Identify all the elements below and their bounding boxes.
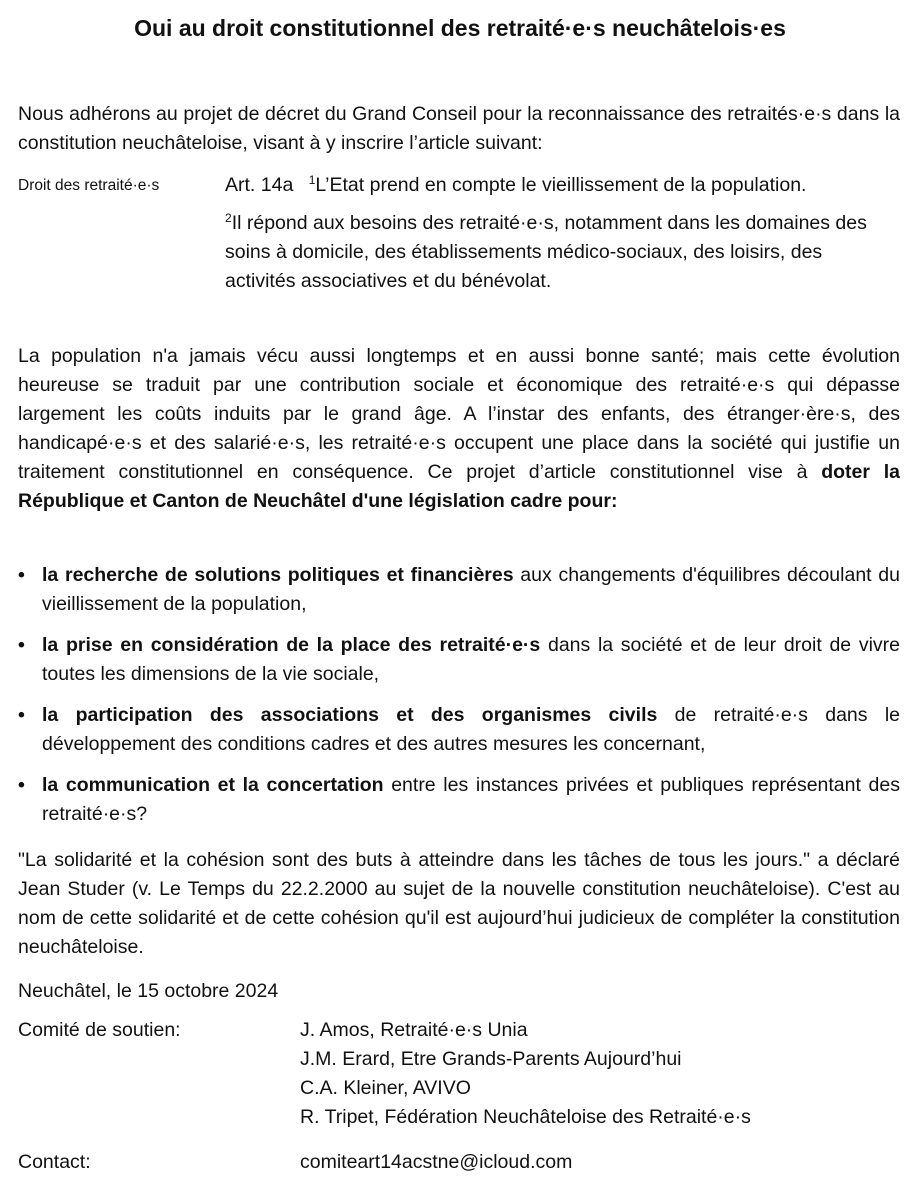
- article-side-label: Droit des retraité·e·s: [18, 177, 160, 194]
- list-item-bold: la recherche de solutions politiques et financières: [42, 564, 514, 586]
- list-item: [18, 631, 900, 689]
- list-item-text: dans la société et de leur droit de vivre toutes les dimensions de la vie sociale,: [42, 634, 900, 685]
- place-date: Neuchâtel, le 15 octobre 2024: [18, 980, 279, 1002]
- document-title: Oui au droit constitutionnel des retraité·e·s neuchâtelois·es: [134, 15, 786, 41]
- alinea-1-number: 1: [308, 173, 316, 187]
- list-item-text: aux changements d'équilibres découlant du vieillissement de la population,: [42, 564, 900, 615]
- body-text: La population n'a jamais vécu aussi longtemps et en aussi bonne santé; mais cette évolution heureuse se traduit par une contribution sociale et économique des retraité·e·s qui dépasse largement les coûts induits par le grand âge. A l’instar des enfants, des étranger·ère·s, des handicapé·e·s et des salarié·e·s, les retraité·e·s occupent une place dans la société qui justifie un traitement constitutionnel en conséquence. Ce projet d’article constitutionnel vise à: [18, 345, 900, 483]
- list-item-bold: la communication et la concertation: [42, 774, 384, 796]
- list-item: [18, 701, 900, 759]
- alinea-1-text: L’Etat prend en compte le vieillissement de la population.: [315, 174, 807, 196]
- contact-label: Contact:: [18, 1151, 91, 1173]
- list-item-bold: la participation des associations et des organismes civils: [42, 704, 658, 726]
- alinea-2-text: Il répond aux besoins des retraité·e·s, notamment dans les domaines des soins à domicile, des établissements médico-sociaux, des loisirs, des activités associatives et du bénévolat.: [225, 212, 867, 292]
- list-item-text: de retraité·e·s dans le développement des conditions cadres et des autres mesures les concernant,: [42, 704, 900, 755]
- article-alinea-1: [225, 171, 895, 200]
- body-bold-text: doter la République et Canton de Neuchâtel d'une législation cadre pour:: [18, 461, 900, 512]
- committee-member: J.M. Erard, Etre Grands-Parents Aujourd’hui: [300, 1048, 682, 1070]
- list-item-bold: la prise en considération de la place des retraité·e·s: [42, 634, 541, 656]
- committee-member: C.A. Kleiner, AVIVO: [300, 1077, 471, 1099]
- alinea-2-number: 2: [225, 211, 232, 225]
- bullet-icon: •: [18, 704, 25, 726]
- list-item: [18, 561, 900, 619]
- committee-label: Comité de soutien:: [18, 1019, 181, 1041]
- contact-email: comiteart14acstne@icloud.com: [300, 1151, 573, 1173]
- article-number: Art. 14a: [225, 174, 294, 196]
- body-paragraph: [18, 342, 900, 516]
- intro-paragraph: Nous adhérons au projet de décret du Grand Conseil pour la reconnaissance des retraités·e·s dans la constitution neuchâteloise, visant à y inscrire l’article suivant:: [18, 103, 900, 154]
- bullet-icon: •: [18, 774, 25, 796]
- article-body: [225, 171, 895, 296]
- committee-member: J. Amos, Retraité·e·s Unia: [300, 1019, 528, 1041]
- objectives-list: [18, 561, 900, 841]
- committee-member: R. Tripet, Fédération Neuchâteloise des Retraité·e·s: [300, 1106, 751, 1128]
- bullet-icon: •: [18, 634, 25, 656]
- article-alinea-2: [225, 209, 895, 296]
- list-item: [18, 771, 900, 829]
- committee-members: [300, 1016, 751, 1132]
- quote-paragraph: "La solidarité et la cohésion sont des buts à atteindre dans les tâches de tous les jours." a déclaré Jean Studer (v. Le Temps du 22.2.2000 au sujet de la nouvelle constitution neuchâteloise). C'est au nom de cette solidarité et de cette cohésion qu'il est aujourd’hui judicieux de compléter la constitution neuchâteloise.: [18, 849, 900, 958]
- list-item-text: entre les instances privées et publiques représentant des retraité·e·s?: [42, 774, 900, 825]
- bullet-icon: •: [18, 564, 25, 586]
